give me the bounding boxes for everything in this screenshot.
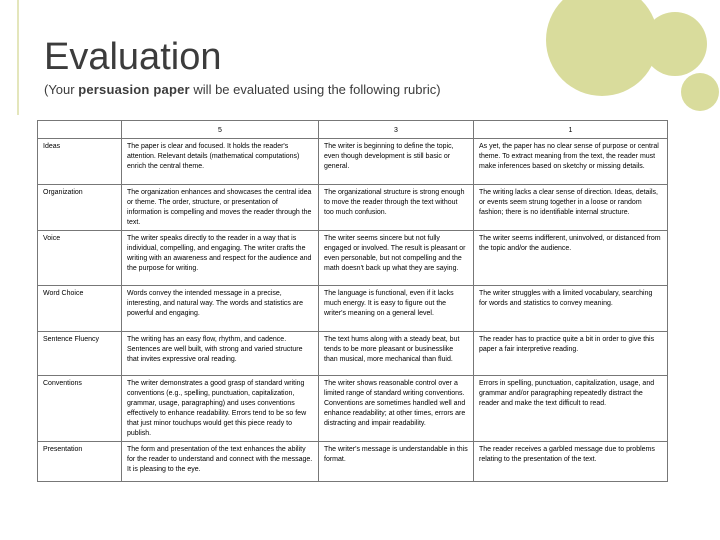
- score-1-cell: The reader has to practice quite a bit in order to give this paper a fair interpretive reading.: [474, 332, 668, 376]
- score-5-cell: The form and presentation of the text enhances the ability for the reader to understand and connect with the message. It is pleasing to the eye.: [122, 442, 319, 482]
- table-row: [38, 376, 668, 442]
- score-1-cell: The reader receives a garbled message due to problems relating to the presentation of the text.: [474, 442, 668, 482]
- page-title: Evaluation: [44, 36, 222, 78]
- score-1-cell: The writer seems indifferent, uninvolved, or distanced from the topic and/or the audience.: [474, 231, 668, 286]
- table-row: [38, 185, 668, 231]
- score-5-cell: The organization enhances and showcases the central idea or theme. The order, structure, or presentation of information is compelling and moves the reader through the text.: [122, 185, 319, 231]
- rubric-table: [37, 120, 668, 482]
- header-score-5: 5: [122, 121, 319, 139]
- score-3-cell: The writer's message is understandable in this format.: [319, 442, 474, 482]
- score-3-cell: The writer seems sincere but not fully engaged or involved. The result is pleasant or even personable, but not compelling and the math doesn't back up what they are saying.: [319, 231, 474, 286]
- score-3-cell: The language is functional, even if it lacks much energy. It is easy to figure out the writer's meaning on a general level.: [319, 286, 474, 332]
- score-5-cell: The paper is clear and focused. It holds the reader's attention. Relevant details (mathematical computations) enrich the central theme.: [122, 139, 319, 185]
- subtitle-emphasis: persuasion paper: [78, 82, 190, 97]
- score-1-cell: As yet, the paper has no clear sense of purpose or central theme. To extract meaning from the text, the reader must make inferences based on sketchy or missing details.: [474, 139, 668, 185]
- score-5-cell: The writer demonstrates a good grasp of standard writing conventions (e.g., spelling, punctuation, capitalization, grammar, usage, paragraphing) and uses conventions effectively to enhance readability. Errors tend to be so few that just minor touchups would get this piece ready to publish.: [122, 376, 319, 442]
- score-5-cell: The writing has an easy flow, rhythm, and cadence. Sentences are well built, with strong and varied structure that invites expressive oral reading.: [122, 332, 319, 376]
- table-row: [38, 332, 668, 376]
- trait-cell: Ideas: [38, 139, 122, 185]
- table-row: [38, 139, 668, 185]
- score-5-cell: The writer speaks directly to the reader in a way that is individual, compelling, and engaging. The writer crafts the writing with an awareness and respect for the audience and the purpose for writing.: [122, 231, 319, 286]
- header-score-3: 3: [319, 121, 474, 139]
- score-5-cell: Words convey the intended message in a precise, interesting, and natural way. The words and statistics are powerful and engaging.: [122, 286, 319, 332]
- table-row: [38, 231, 668, 286]
- trait-cell: Sentence Fluency: [38, 332, 122, 376]
- table-row: [38, 286, 668, 332]
- trait-cell: Voice: [38, 231, 122, 286]
- header-trait: [38, 121, 122, 139]
- score-1-cell: Errors in spelling, punctuation, capitalization, usage, and grammar and/or paragraphing repeatedly distract the reader and make the text difficult to read.: [474, 376, 668, 442]
- trait-cell: Organization: [38, 185, 122, 231]
- score-3-cell: The organizational structure is strong enough to move the reader through the text without too much confusion.: [319, 185, 474, 231]
- score-3-cell: The writer is beginning to define the topic, even though development is still basic or general.: [319, 139, 474, 185]
- table-row: [38, 442, 668, 482]
- subtitle-suffix: will be evaluated using the following rubric): [189, 82, 441, 97]
- header-score-1: 1: [474, 121, 668, 139]
- subtitle-prefix: (Your: [44, 82, 79, 97]
- score-3-cell: The writer shows reasonable control over a limited range of standard writing conventions. Conventions are sometimes handled well and enhance readability; at other times, errors are distracting and impair readability.: [319, 376, 474, 442]
- score-1-cell: The writing lacks a clear sense of direction. Ideas, details, or events seem strung together in a loose or random fashion; there is no identifiable internal structure.: [474, 185, 668, 231]
- accent-circles: [546, 0, 719, 111]
- trait-cell: Word Choice: [38, 286, 122, 332]
- page-subtitle: [44, 82, 441, 97]
- score-3-cell: The text hums along with a steady beat, but tends to be more pleasant or businesslike than musical, more mechanical than fluid.: [319, 332, 474, 376]
- header-row: [38, 121, 668, 139]
- trait-cell: Presentation: [38, 442, 122, 482]
- score-1-cell: The writer struggles with a limited vocabulary, searching for words and statistics to convey meaning.: [474, 286, 668, 332]
- trait-cell: Conventions: [38, 376, 122, 442]
